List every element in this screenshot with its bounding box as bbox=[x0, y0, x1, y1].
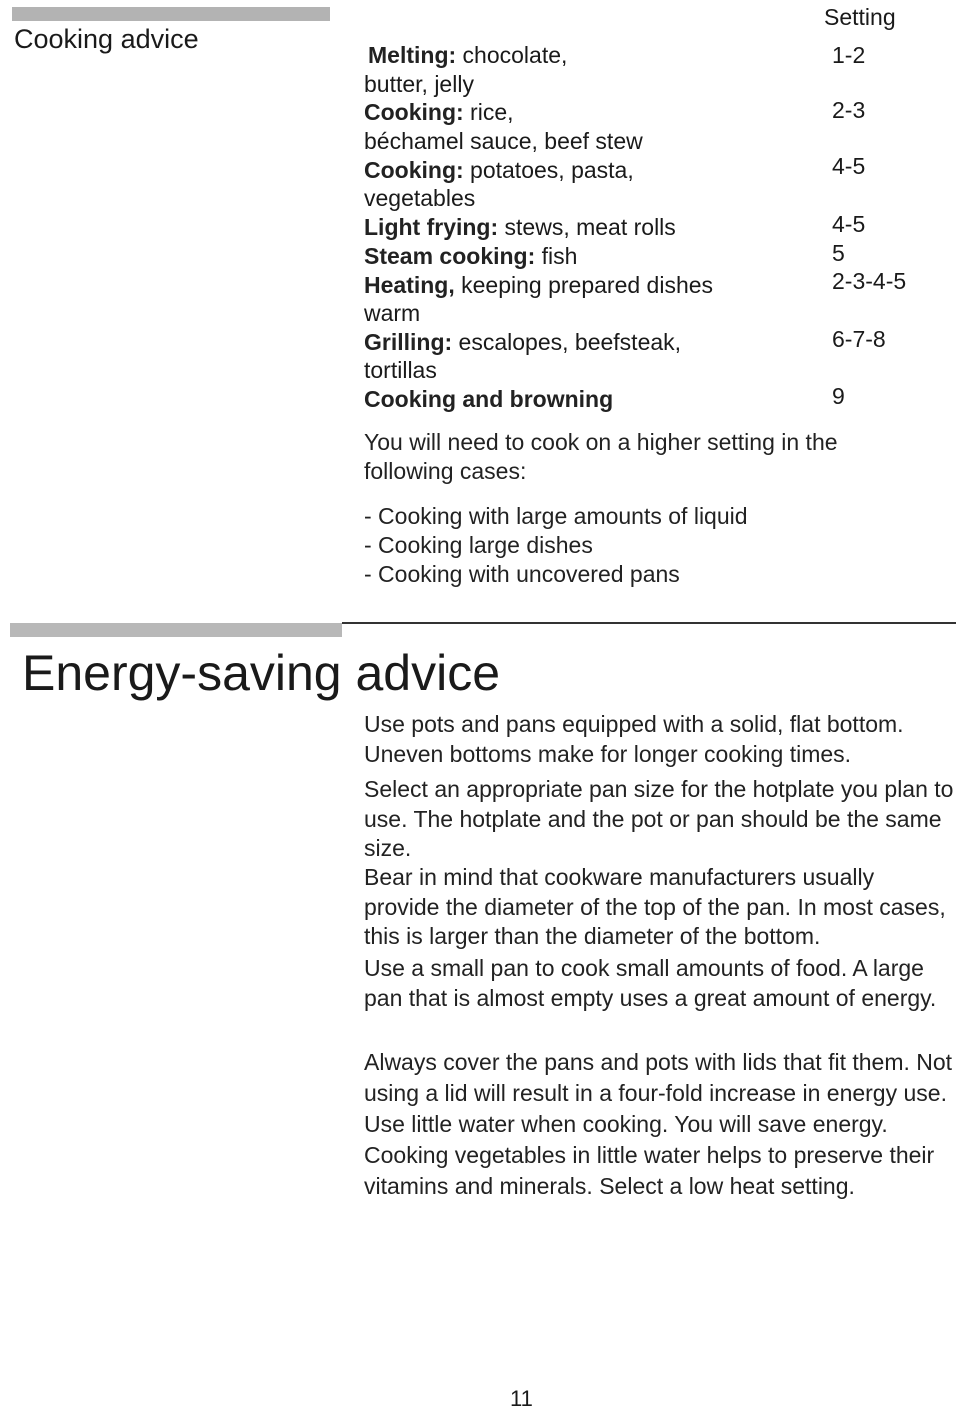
section-divider-line bbox=[342, 622, 956, 624]
section-divider-bar bbox=[10, 623, 342, 637]
food-items-continued: béchamel sauce, beef stew bbox=[364, 128, 643, 154]
setting-value: 1-2 bbox=[832, 42, 866, 68]
energy-tip: Always cover the pans and pots with lids that fit them. Not using a lid will result in a four-fold increase in energy use. Use little water when cooking. You will save energy. Cooking vegetables in little water helps to preserve their vitamins and minerals. Select a low heat setting. bbox=[364, 1049, 953, 1199]
food-category: Melting: bbox=[368, 42, 457, 68]
food-items: rice, bbox=[463, 99, 514, 125]
food-category: Cooking: bbox=[364, 99, 464, 125]
section-header-bar bbox=[12, 7, 330, 21]
food-items: potatoes, pasta, bbox=[463, 157, 634, 183]
table-row bbox=[364, 328, 681, 357]
setting-value: 4-5 bbox=[832, 211, 866, 237]
food-items: stews, meat rolls bbox=[498, 214, 676, 240]
setting-value: 9 bbox=[832, 383, 845, 409]
energy-tip: Use a small pan to cook small amounts of food. A large pan that is almost empty uses a great amount of energy. bbox=[364, 955, 937, 1011]
food-category: Light frying: bbox=[364, 214, 499, 240]
higher-setting-intro-continued: following cases: bbox=[364, 458, 527, 484]
setting-value: 5 bbox=[832, 240, 845, 266]
list-item: - Cooking large dishes bbox=[364, 532, 593, 558]
food-category: Cooking: bbox=[364, 157, 464, 183]
table-row bbox=[364, 385, 613, 414]
page-number: 11 bbox=[510, 1386, 533, 1411]
food-items-continued: butter, jelly bbox=[364, 71, 474, 97]
table-row bbox=[364, 156, 634, 185]
food-category: Cooking and browning bbox=[364, 386, 614, 412]
food-items: keeping prepared dishes bbox=[454, 272, 714, 298]
table-row bbox=[368, 41, 567, 70]
list-item: - Cooking with uncovered pans bbox=[364, 561, 680, 587]
energy-saving-title: Energy-saving advice bbox=[22, 645, 501, 701]
setting-value: 2-3-4-5 bbox=[832, 268, 907, 294]
food-items: escalopes, beefsteak, bbox=[452, 329, 682, 355]
food-items-continued: tortillas bbox=[364, 357, 437, 383]
setting-value: 6-7-8 bbox=[832, 326, 886, 352]
food-category: Grilling: bbox=[364, 329, 453, 355]
food-category: Steam cooking: bbox=[364, 243, 536, 269]
table-row bbox=[364, 242, 577, 271]
setting-column-header: Setting bbox=[824, 4, 896, 30]
energy-tip: Bear in mind that cookware manufacturers usually provide the diameter of the top of the pan. In most cases, this is larger than the diameter of the bottom. bbox=[364, 864, 946, 949]
table-row bbox=[364, 213, 676, 242]
food-items: chocolate, bbox=[456, 42, 568, 68]
higher-setting-intro: You will need to cook on a higher setting in the bbox=[364, 429, 838, 455]
food-items: fish bbox=[535, 243, 578, 269]
energy-tip: Select an appropriate pan size for the hotplate you plan to use. The hotplate and the pot or pan should be the same size. bbox=[364, 776, 954, 861]
table-row bbox=[364, 271, 713, 300]
energy-tip: Use pots and pans equipped with a solid, flat bottom. Uneven bottoms make for longer cooking times. bbox=[364, 711, 904, 767]
setting-value: 4-5 bbox=[832, 153, 866, 179]
setting-value: 2-3 bbox=[832, 97, 866, 123]
list-item: - Cooking with large amounts of liquid bbox=[364, 503, 748, 529]
cooking-advice-title: Cooking advice bbox=[14, 24, 199, 54]
food-items-continued: vegetables bbox=[364, 185, 476, 211]
food-items-continued: warm bbox=[364, 300, 421, 326]
table-row bbox=[364, 98, 514, 127]
food-category: Heating, bbox=[364, 272, 455, 298]
